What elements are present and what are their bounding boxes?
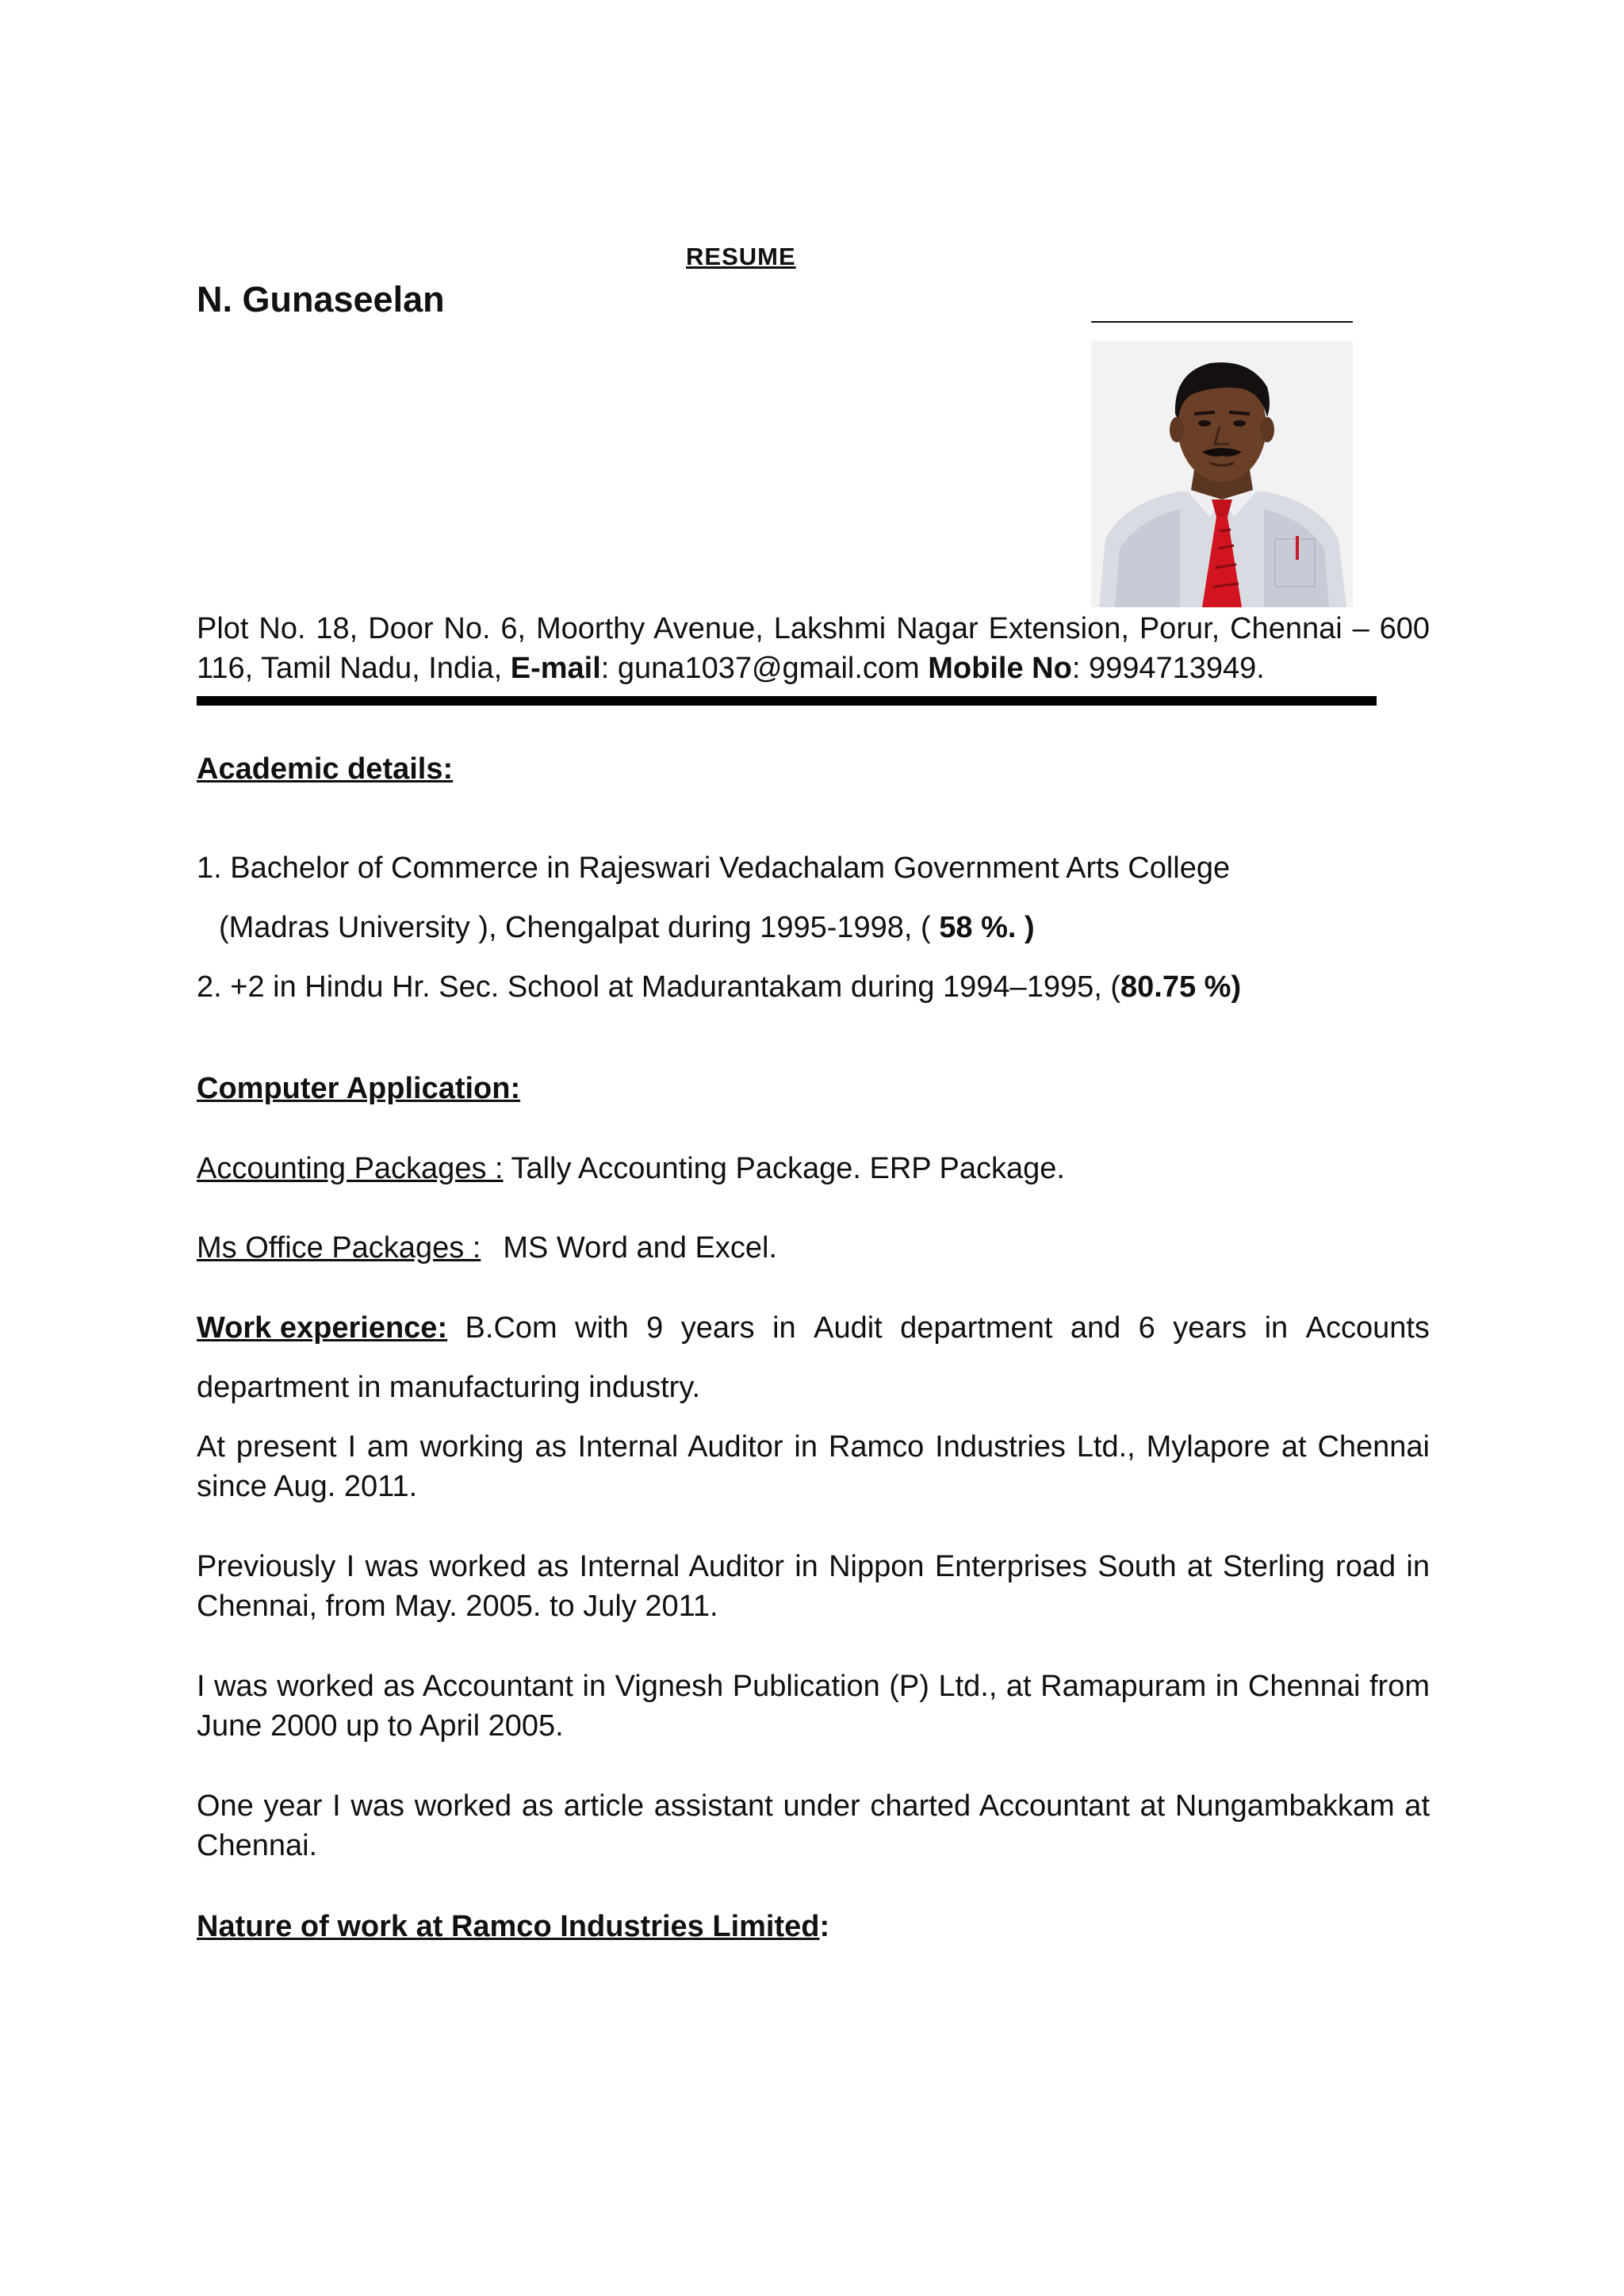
work-summary-line-2: department in manufacturing industry.	[197, 1371, 701, 1404]
accounting-packages-value: Tally Accounting Package. ERP Package.	[503, 1152, 1065, 1185]
office-packages-row	[197, 1228, 777, 1268]
academic-heading: Academic details:	[197, 752, 454, 786]
work-summary-word: years	[1173, 1311, 1247, 1345]
work-accountant: I was worked as Accountant in Vignesh Publication (P) Ltd., at Ramapuram in Chennai from June 2000 up to April 2005.	[197, 1670, 1430, 1743]
contact-block	[197, 609, 1430, 688]
academic-item-2-score: 80.75 %)	[1120, 970, 1242, 1004]
work-summary-word: in	[772, 1311, 796, 1345]
mobile-label: Mobile No	[928, 652, 1072, 685]
profile-photo	[1091, 341, 1353, 607]
work-summary-word: Audit	[814, 1311, 883, 1345]
work-summary-word: and	[1070, 1311, 1121, 1345]
office-packages-value: MS Word and Excel.	[503, 1231, 777, 1265]
mobile-value: 9994713949.	[1088, 652, 1265, 685]
work-heading: Work experience:	[197, 1311, 448, 1345]
nature-of-work-colon: :	[819, 1910, 830, 1943]
photo-top-rule	[1091, 321, 1353, 323]
resume-title: RESUME	[686, 243, 796, 270]
email-separator: :	[600, 652, 618, 685]
mobile-separator: :	[1071, 652, 1089, 685]
academic-item-1-score: 58 %. )	[939, 911, 1035, 944]
nature-of-work-row	[197, 1907, 829, 1946]
work-summary-word: in	[1264, 1311, 1289, 1345]
email-label: E-mail	[510, 652, 601, 685]
work-summary-word: B.Com	[465, 1311, 557, 1345]
nature-of-work-heading: Nature of work at Ramco Industries Limited	[197, 1910, 820, 1943]
work-summary-word: years	[680, 1311, 755, 1345]
work-summary-word: Accounts	[1305, 1311, 1430, 1345]
work-summary-word: 6	[1138, 1311, 1155, 1345]
computer-heading: Computer Application:	[197, 1072, 521, 1105]
academic-item-1-line-2	[219, 908, 1035, 947]
candidate-name: N. Gunaseelan	[197, 279, 445, 320]
academic-item-1-line-1: 1. Bachelor of Commerce in Rajeswari Vedachalam Government Arts College	[197, 851, 1231, 885]
work-summary-word: with	[575, 1311, 629, 1345]
academic-item-2	[197, 967, 1241, 1007]
address-text: Plot No. 18, Door No. 6, Moorthy Avenue, Lakshmi Nagar Extension, Porur, Chennai – 600 116, Tamil Nadu, India,	[197, 612, 1430, 685]
email-value: guna1037@gmail.com	[617, 652, 920, 685]
accounting-packages-label: Accounting Packages :	[197, 1152, 504, 1185]
work-summary-line-1	[197, 1308, 1430, 1348]
work-current: At present I am working as Internal Auditor in Ramco Industries Ltd., Mylapore at Chennai since Aug. 2011.	[197, 1430, 1430, 1503]
academic-item-1-detail: (Madras University ), Chengalpat during 1995-1998, (	[219, 911, 931, 944]
work-summary-word: 9	[646, 1311, 664, 1345]
work-previous: Previously I was worked as Internal Auditor in Nippon Enterprises South at Sterling road in Chennai, from May. 2005. to July 2011.	[197, 1550, 1430, 1623]
academic-item-2-detail: 2. +2 in Hindu Hr. Sec. School at Madurantakam during 1994–1995, (	[197, 970, 1120, 1004]
header-divider	[197, 696, 1377, 706]
office-packages-label: Ms Office Packages :	[197, 1231, 481, 1265]
work-article: One year I was worked as article assistant under charted Accountant at Nungambakkam at Chennai.	[197, 1789, 1430, 1862]
work-summary-word: department	[900, 1311, 1053, 1345]
accounting-packages-row	[197, 1149, 1065, 1188]
